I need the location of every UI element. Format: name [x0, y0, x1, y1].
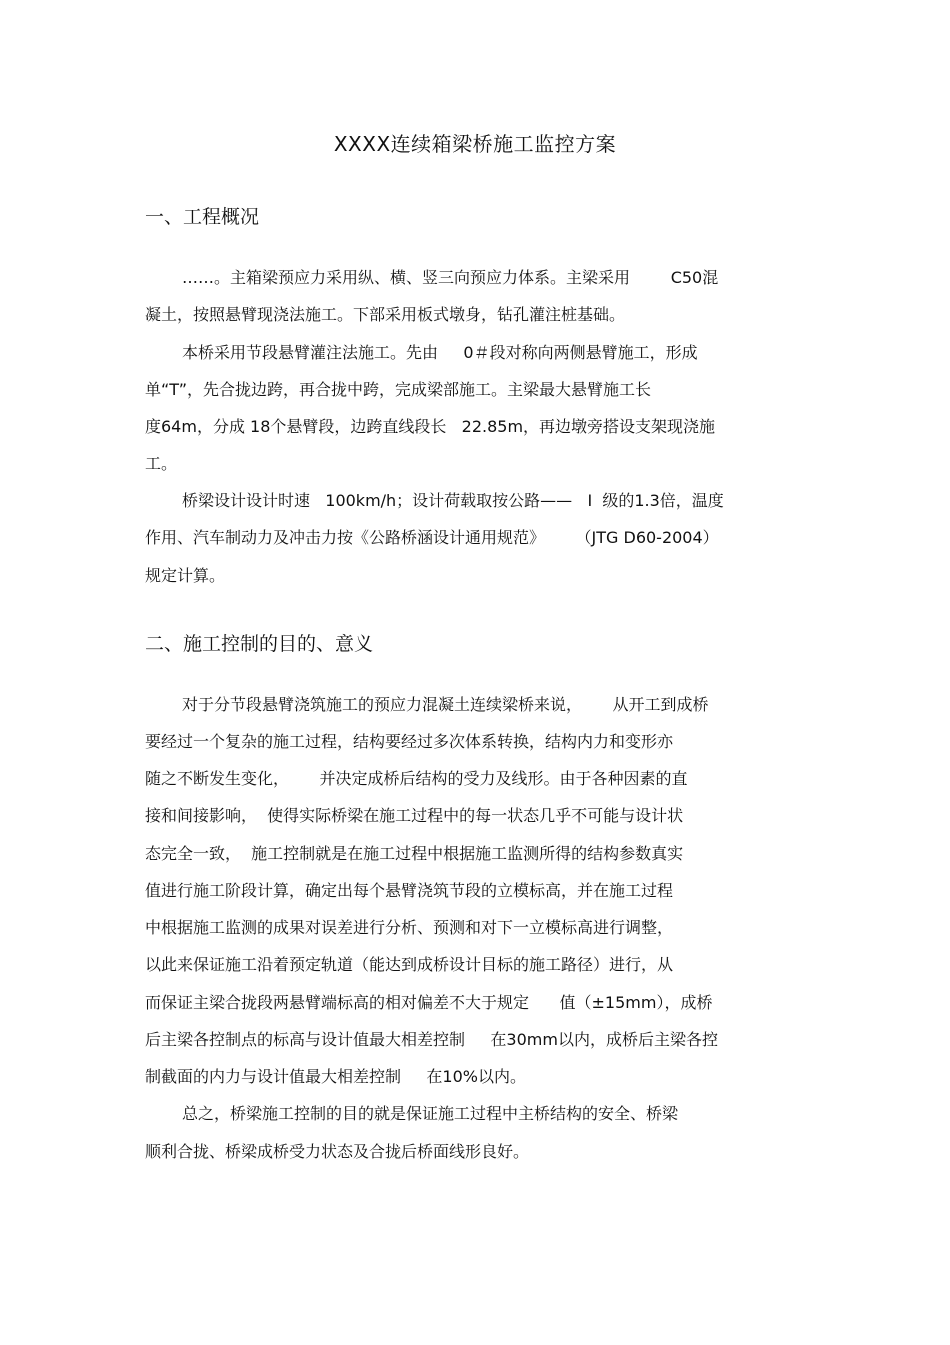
paragraph-line: 单“T”，先合拢边跨，再合拢中跨，完成梁部施工。主梁最大悬臂施工长 — [145, 380, 652, 399]
paragraph-line: 本桥采用节段悬臂灌注法施工。先由 0＃段对称向两侧悬臂施工，形成 — [182, 343, 698, 362]
paragraph-line: 后主梁各控制点的标高与设计值最大相差控制 在30mm以内，成桥后主梁各控 — [145, 1030, 718, 1049]
paragraph-line: 随之不断发生变化， 并决定成桥后结构的受力及线形。由于各种因素的直 — [145, 769, 688, 788]
paragraph-line: 作用、汽车制动力及冲击力按《公路桥涵设计通用规范》 （JTG D60-2004） — [145, 528, 719, 547]
paragraph-line: 中根据施工监测的成果对误差进行分析、预测和对下一立模标高进行调整， — [145, 918, 674, 937]
paragraph-line: 态完全一致， 施工控制就是在施工过程中根据施工监测所得的结构参数真实 — [145, 844, 684, 863]
paragraph-line: 规定计算。 — [145, 566, 226, 585]
section-heading-overview: 一、工程概况 — [145, 206, 260, 228]
paragraph-line: 以此来保证施工沿着预定轨道（能达到成桥设计目标的施工路径）进行，从 — [145, 955, 674, 974]
paragraph-line: 制截面的内力与设计值最大相差控制 在10%以内。 — [145, 1067, 526, 1086]
paragraph-line: ……。主箱梁预应力采用纵、横、竖三向预应力体系。主梁采用 C50混 — [182, 268, 719, 287]
section-heading-purpose: 二、施工控制的目的、意义 — [145, 633, 374, 655]
paragraph-line: 而保证主梁合拢段两悬臂端标高的相对偏差不大于规定 值（±15mm），成桥 — [145, 993, 713, 1012]
paragraph-line: 接和间接影响， 使得实际桥梁在施工过程中的每一状态几乎不可能与设计状 — [145, 806, 684, 825]
document-title: XXXX连续箱梁桥施工监控方案 — [333, 132, 617, 156]
paragraph-line: 要经过一个复杂的施工过程，结构要经过多次体系转换，结构内力和变形亦 — [145, 732, 674, 751]
paragraph-line: 总之，桥梁施工控制的目的就是保证施工过程中主桥结构的安全、桥梁 — [182, 1104, 679, 1123]
paragraph-line: 桥梁设计设计时速 100km/h；设计荷载取按公路—— Ⅰ 级的1.3倍，温度 — [182, 491, 724, 510]
paragraph-line: 凝土，按照悬臂现浇法施工。下部采用板式墩身，钻孔灌注桩基础。 — [145, 305, 626, 324]
paragraph-line: 值进行施工阶段计算，确定出每个悬臂浇筑节段的立模标高，并在施工过程 — [145, 881, 674, 900]
paragraph-line: 工。 — [145, 454, 178, 473]
paragraph-line: 对于分节段悬臂浇筑施工的预应力混凝土连续梁桥来说， 从开工到成桥 — [182, 695, 709, 714]
paragraph-line: 度64m，分成 18个悬臂段，边跨直线段长 22.85m，再边墩旁搭设支架现浇施 — [145, 417, 716, 436]
paragraph-line: 顺利合拢、桥梁成桥受力状态及合拢后桥面线形良好。 — [145, 1142, 530, 1161]
